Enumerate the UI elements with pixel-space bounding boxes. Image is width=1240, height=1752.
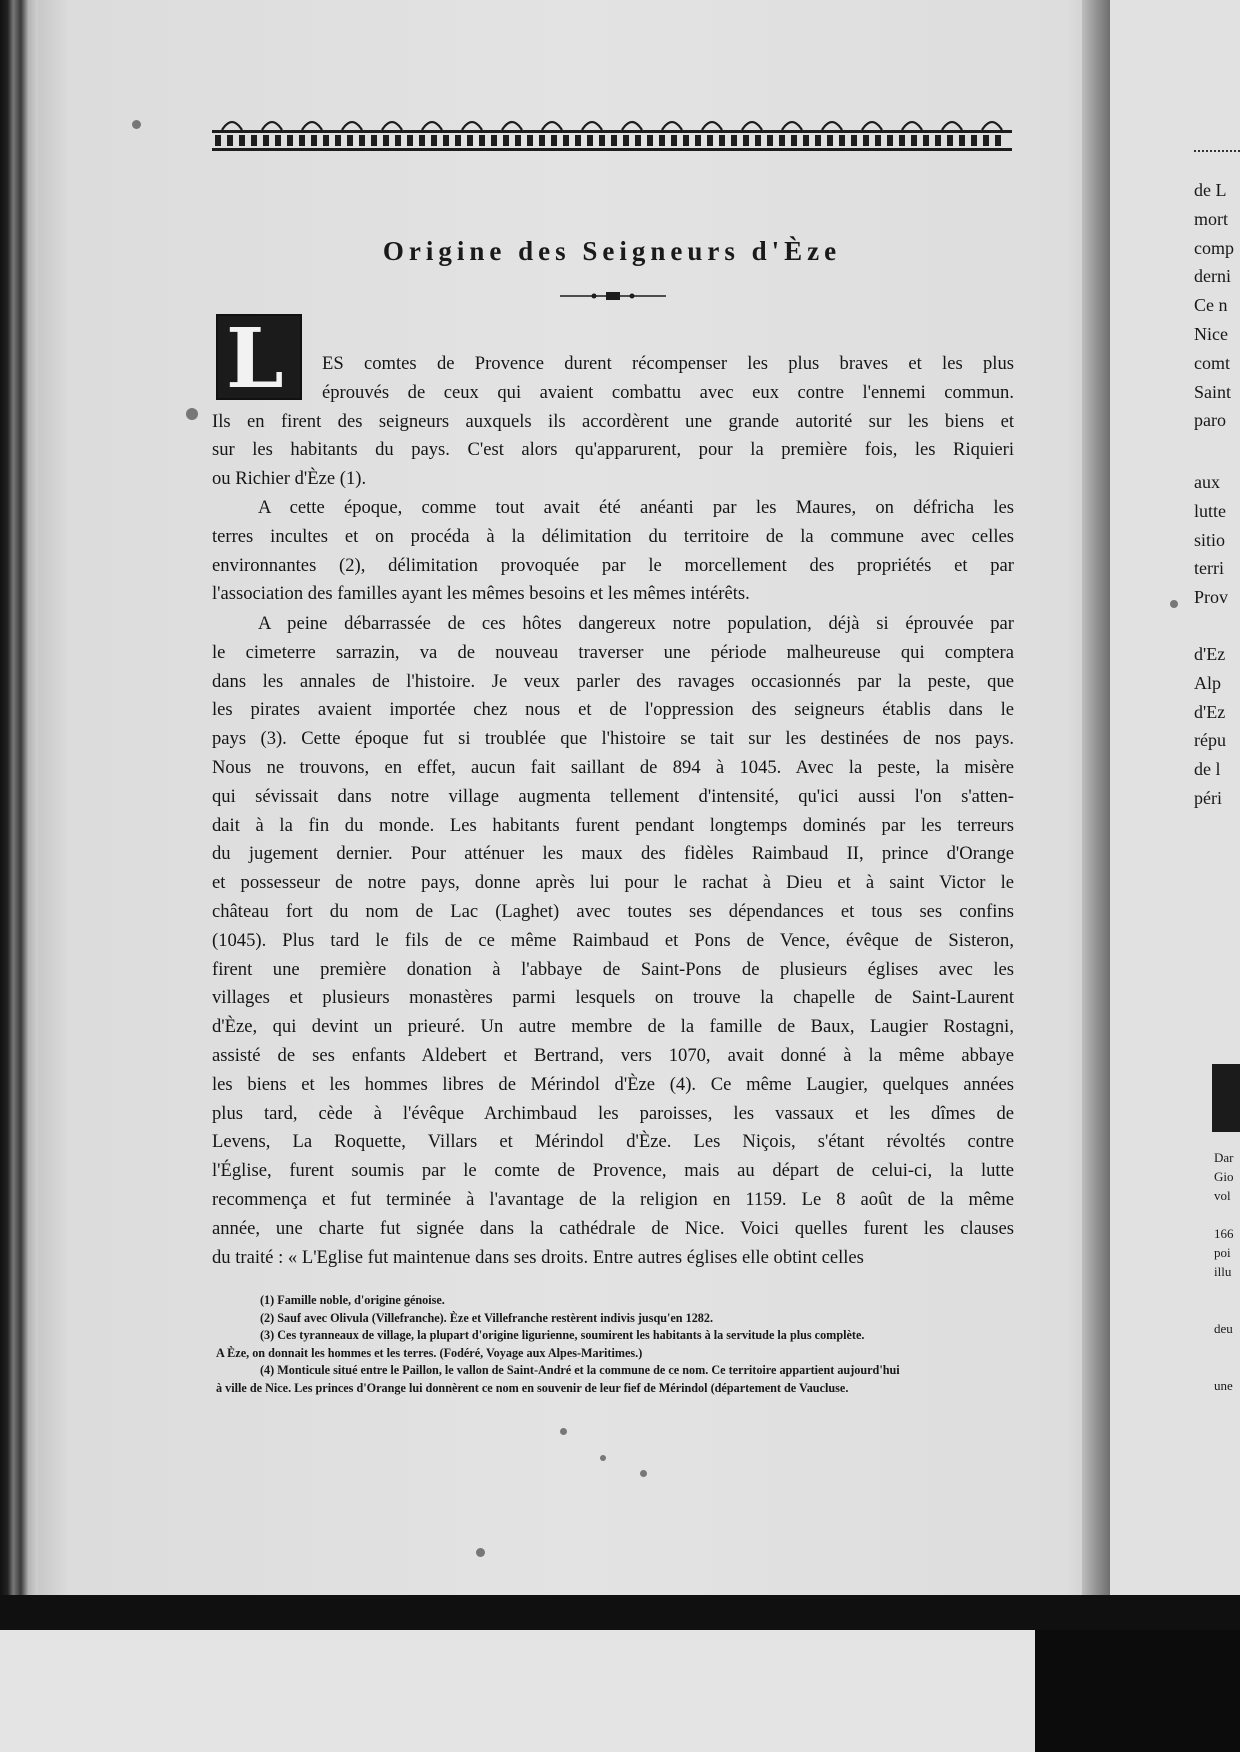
footnotes (212, 1292, 1022, 1397)
ornament-bead (287, 135, 293, 146)
ornament-bead (227, 135, 233, 146)
paper-speck (1170, 600, 1178, 608)
text-line: environnantes (2), délimitation provoquée par le morcellement des propriétés et par (212, 554, 1014, 576)
ornament-scallop (982, 122, 1002, 130)
ornament-bead (263, 135, 269, 146)
ornament-bead (647, 135, 653, 146)
text-line: d'Èze, qui devint un prieuré. Un autre membre de la famille de Baux, Laugier Rostagni, (212, 1016, 1014, 1038)
ornament-bead (347, 135, 353, 146)
text-line: A peine débarrassée de ces hôtes dangereux notre population, déjà si éprouvée par (258, 613, 1014, 634)
ornament-scallop (942, 122, 962, 130)
ornament-scallop (702, 122, 722, 130)
text-line: Nous ne trouvons, en effet, aucun fait saillant de 894 à 1045. Avec la peste, la misère (212, 757, 1014, 778)
ornament-bead (971, 135, 977, 146)
ornament-bead (323, 135, 329, 146)
ornament-bead (659, 135, 665, 146)
facing-page-line: péri (1194, 787, 1222, 808)
ornament-bead (791, 135, 797, 146)
paper-speck (600, 1455, 606, 1461)
paper-speck (560, 1428, 567, 1435)
facing-page-line: aux (1194, 472, 1220, 492)
facing-page-line: poi (1214, 1245, 1231, 1260)
ornament-bead (899, 135, 905, 146)
text-line: Ils en firent des seigneurs auxquels ils accordèrent une grande autorité sur les biens et (212, 410, 1014, 432)
text-line: pays (3). Cette époque fut si troublée que l'histoire se tait sur les destinées de nos pays. (212, 728, 1014, 750)
footnote-line: (1) Famille noble, d'origine génoise. (260, 1293, 445, 1307)
text-line: ES comtes de Provence durent récompenser les plus braves et les plus (322, 353, 1014, 374)
ornament-bead (455, 135, 461, 146)
ornament-scallop (662, 122, 682, 130)
ornament-bead (779, 135, 785, 146)
footnote-line: A Èze, on donnait les hommes et les terres. (Fodéré, Voyage aux Alpes-Maritimes.) (216, 1345, 643, 1360)
ornament-bead (839, 135, 845, 146)
text-line: sur les habitants du pays. C'est alors qu'apparurent, pour la première fois, les Riquieri (212, 439, 1014, 461)
book-binding-shadow (0, 0, 38, 1595)
facing-page-line: d'Ez (1194, 644, 1226, 664)
facing-page-drop-cap (1212, 1064, 1240, 1132)
ornament-scallop (462, 122, 482, 130)
facing-page-text-block (1194, 468, 1228, 612)
ornament-bead (443, 135, 449, 146)
ornament-scallop (902, 122, 922, 130)
ornament-bead (851, 135, 857, 146)
text-line: ou Richier d'Èze (1). (212, 468, 367, 490)
facing-page-line: 166 (1214, 1226, 1234, 1241)
ornament-bead (755, 135, 761, 146)
facing-page-text-block (1194, 640, 1226, 813)
ornament-scallop (382, 122, 402, 130)
facing-page-line: Dar (1214, 1150, 1234, 1165)
ornament-scallop (262, 122, 282, 130)
ornament-bead (611, 135, 617, 146)
text-line: les pirates avaient importée chez nous et de l'oppression des seigneurs établis dans le (212, 699, 1014, 721)
ornament-bead (695, 135, 701, 146)
text-line: l'Église, furent soumis par le comte de Provence, mais au départ de celui-ci, la lutte (212, 1160, 1014, 1182)
facing-page-caption (1214, 1148, 1234, 1395)
ornament-bead (743, 135, 749, 146)
ornament-bead (719, 135, 725, 146)
facing-page-line: Saint (1194, 381, 1232, 402)
ornament-bead (311, 135, 317, 146)
ornament-bead (635, 135, 641, 146)
facing-page-line: derni (1194, 266, 1231, 287)
text-line: Levens, La Roquette, Villars et Mérindol d'Èze. Les Niçois, s'étant révoltés contre (212, 1131, 1014, 1153)
facing-page-line: de L (1194, 180, 1227, 200)
ornament-scallop (782, 122, 802, 130)
facing-page-line: mort (1194, 208, 1228, 229)
text-line: (1045). Plus tard le fils de ce même Raimbaud et Pons de Vence, évêque de Sisteron, (212, 929, 1014, 951)
text-line: le cimeterre sarrazin, va de nouveau traverser une période malheureuse qui comptera (212, 641, 1014, 663)
text-line: les biens et les hommes libres de Mérindol d'Èze (4). Ce même Laugier, quelques années (212, 1073, 1014, 1095)
ornament-bead (887, 135, 893, 146)
facing-page-line: Gio (1214, 1169, 1234, 1184)
ornament-scallop (862, 122, 882, 130)
facing-page-line: Ce n (1194, 295, 1228, 316)
facing-page-line: Nice (1194, 323, 1228, 344)
ornament-scallop (502, 122, 522, 130)
facing-page-line: lutte (1194, 500, 1226, 521)
facing-page-line: illu (1214, 1264, 1232, 1279)
ornament-scallop (582, 122, 602, 130)
ornament-bead (707, 135, 713, 146)
facing-page-rule (1194, 150, 1240, 152)
ornament-bead (947, 135, 953, 146)
scan-edge (0, 1595, 1240, 1635)
ornament-bead (827, 135, 833, 146)
ornament-scallop (302, 122, 322, 130)
ornament-bead (467, 135, 473, 146)
text-line: recommença et fut terminée à l'avantage de la religion en 1159. Le 8 août de la même (212, 1189, 1014, 1210)
facing-page-line: terri (1194, 558, 1224, 579)
text-line: A cette époque, comme tout avait été anéanti par les Maures, on défricha les (258, 497, 1014, 518)
text-line: dans les annales de l'histoire. Je veux parler des ravages occasionnés par la peste, que (212, 670, 1014, 692)
facing-page-line (1214, 1338, 1234, 1357)
ornament-bead (383, 135, 389, 146)
ornament-bead (803, 135, 809, 146)
ornament-bead (539, 135, 545, 146)
text-line: château fort du nom de Lac (Laghet) avec toutes ses dépendances et tous ses confins (212, 901, 1014, 922)
ornament-scallop (342, 122, 362, 130)
facing-page-line: Prov (1194, 587, 1229, 608)
ornament-bead (479, 135, 485, 146)
ornament-bead (671, 135, 677, 146)
ornament-scallop (742, 122, 762, 130)
ornament-bead (575, 135, 581, 146)
facing-page-line: d'Ez (1194, 701, 1226, 722)
ornament-bead (767, 135, 773, 146)
text-line: du jugement dernier. Pour atténuer les maux des fidèles Raimbaud II, prince d'Orange (212, 843, 1014, 865)
facing-page-line: une (1214, 1378, 1233, 1393)
ornament-bead (959, 135, 965, 146)
facing-page-line: comp (1194, 237, 1234, 258)
ornament-bead (239, 135, 245, 146)
ornament-bead (395, 135, 401, 146)
ornament-bead (815, 135, 821, 146)
facing-page-line: Alp (1194, 672, 1221, 693)
facing-page-line (1214, 1357, 1234, 1376)
ornament-bead (419, 135, 425, 146)
ornament-bead (587, 135, 593, 146)
ornament-bead (503, 135, 509, 146)
text-line: du traité : « L'Eglise fut maintenue dans ses droits. Entre autres églises elle obtint celles (212, 1246, 864, 1268)
text-line: dait à la fin du monde. Les habitants furent pendant longtemps dominés par les terreurs (212, 814, 1014, 836)
ornament-bead (215, 135, 221, 146)
ornament-bead (431, 135, 437, 146)
ornament-bead (875, 135, 881, 146)
title-flourish (560, 290, 666, 302)
ornament-bead (371, 135, 377, 146)
ornament-scallop (622, 122, 642, 130)
facing-page-line: paro (1194, 410, 1226, 431)
footnote-line: à ville de Nice. Les princes d'Orange lui donnèrent ce nom en souvenir de leur fief de Mérindol (département de Vaucluse. (216, 1380, 849, 1395)
ornament-bead (359, 135, 365, 146)
ornament-scallop (422, 122, 442, 130)
text-line: l'association des familles ayant les mêmes besoins et les mêmes intérêts. (212, 583, 750, 605)
ornament-bead (911, 135, 917, 146)
paper-speck (476, 1548, 485, 1557)
ornament-bead (995, 135, 1001, 146)
text-line: assisté de ses enfants Aldebert et Bertrand, vers 1070, avait donné à la même abbaye (212, 1045, 1014, 1066)
text-line: plus tard, cède à l'évêque Archimbaud les paroisses, les vassaux et les dîmes de (212, 1102, 1014, 1124)
facing-page-line: répu (1194, 730, 1226, 751)
facing-page-line: comt (1194, 352, 1230, 373)
underlying-sheet (0, 1630, 1035, 1752)
ornament-bead (683, 135, 689, 146)
ornament-bead (515, 135, 521, 146)
ornament-bead (527, 135, 533, 146)
facing-page-line: vol (1214, 1188, 1231, 1203)
ornament-bead (563, 135, 569, 146)
facing-page-line (1214, 1300, 1234, 1319)
paper-speck (186, 408, 198, 420)
footnote-line: (4) Monticule situé entre le Paillon, le vallon de Saint-André et la commune de ce nom. Ce territoire appartient aujourd'hui (260, 1363, 900, 1377)
ornament-bead (935, 135, 941, 146)
ornament-scallop (222, 122, 242, 130)
text-line: qui sévissait dans notre village augmenta tellement d'intensité, qu'ici aussi l'on s'atten- (212, 785, 1014, 807)
drop-cap-initial (216, 311, 302, 407)
facing-page-text-block (1194, 176, 1234, 435)
paper-speck (640, 1470, 647, 1477)
facing-page-line: de l (1194, 759, 1221, 780)
drop-cap-letter: L (226, 311, 284, 407)
facing-page-line (1214, 1281, 1234, 1300)
ornament-bead (407, 135, 413, 146)
ornament-bead (623, 135, 629, 146)
ornament-bead (275, 135, 281, 146)
ornament-bead (599, 135, 605, 146)
ornament-bead (299, 135, 305, 146)
ornament-bead (731, 135, 737, 146)
ornament-scallop (822, 122, 842, 130)
ornament-bead (335, 135, 341, 146)
facing-page-line (1214, 1205, 1234, 1224)
paper-speck (132, 120, 141, 129)
text-line: terres incultes et on procéda à la délimitation du territoire de la commune avec celles (212, 525, 1014, 547)
ornamental-header-band (212, 112, 1012, 162)
ornament-bead (863, 135, 869, 146)
facing-page-line: sitio (1194, 529, 1226, 550)
chapter-title: Origine des Seigneurs d'Èze (382, 236, 842, 266)
text-line: villages et plusieurs monastères parmi lesquels on trouve la chapelle de Saint-Laurent (212, 987, 1014, 1009)
ornament-bead (551, 135, 557, 146)
ornament-bead (491, 135, 497, 146)
footnote-line: (2) Sauf avec Olivula (Villefranche). Èze et Villefranche restèrent indivis jusqu'en 1282. (260, 1310, 714, 1325)
text-line: et possesseur de notre pays, donne après lui pour le rachat à Dieu et à saint Victor le (212, 872, 1014, 894)
text-line: éprouvés de ceux qui avaient combattu avec eux contre l'ennemi commun. (322, 381, 1014, 403)
ornament-bead (983, 135, 989, 146)
text-line: année, une charte fut signée dans la cathédrale de Nice. Voici quelles furent les clauses (212, 1217, 1014, 1239)
facing-page-line: deu (1214, 1321, 1233, 1336)
page-gutter (1082, 0, 1110, 1595)
ornament-bead (251, 135, 257, 146)
ornament-scallop (542, 122, 562, 130)
ornament-bead (923, 135, 929, 146)
footnote-line: (3) Ces tyranneaux de village, la plupart d'origine ligurienne, soumirent les habitants à la servitude la plus complète. (260, 1328, 865, 1342)
text-line: firent une première donation à l'abbaye de Saint-Pons de plusieurs églises avec les (212, 958, 1014, 980)
